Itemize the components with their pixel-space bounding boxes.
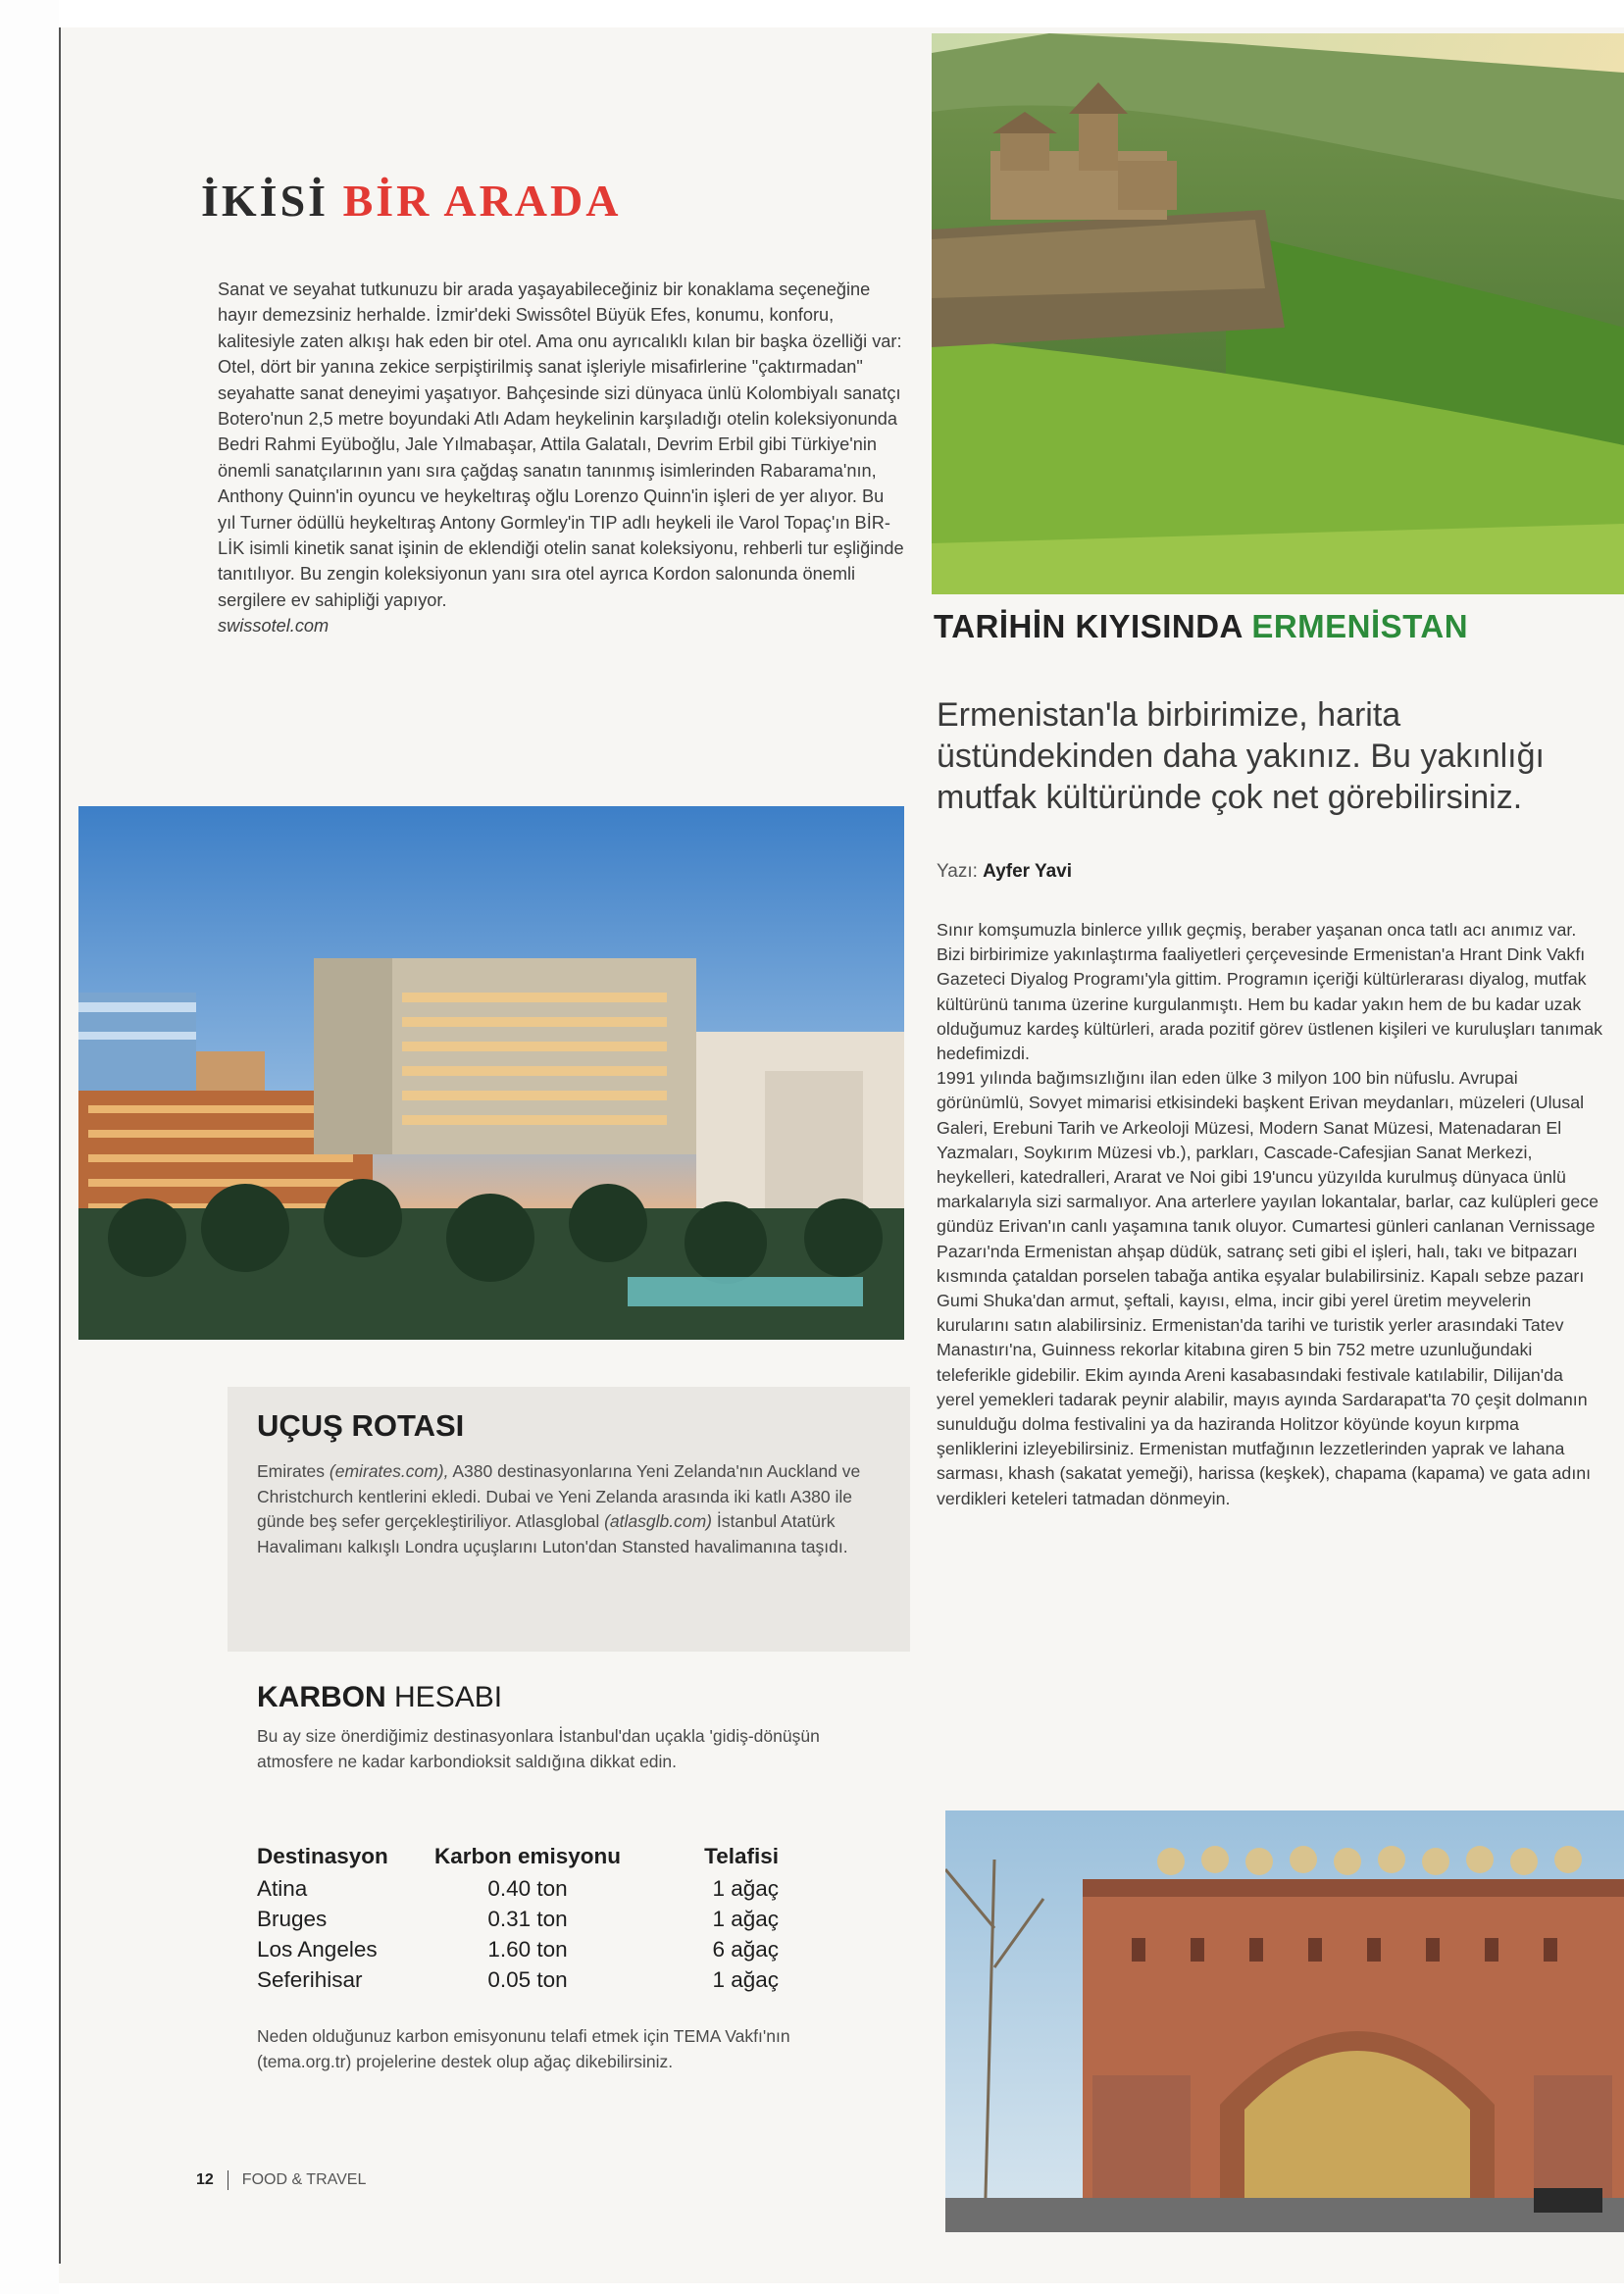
paragraph: Sınır komşumuzla binlerce yıllık geçmiş, beraber yaşanan onca tatlı acı anımız var. Bizi birbirimize yakınlaştırma faaliyetleri çerçevesinde Ermenistan'a Hrant Dink Vakfı Gazeteci Diyalog Programı'yla gittim. Programın içeriği kültürlerarası diyalog, mutfak kültürünü tanıma üzerine kurgulanmıştı. Hem bu kadar yakın hem de bu kadar uzak olduğumuz kardeş kültürleri, arada pozitif görev üstlenen kişileri ve kuruluşları tanımak hedefimizdi. [937,920,1602,1064]
header-offset: Telafisi [704,1844,779,1868]
route-text-2: A380 destinasyonlarına Yeni Zelanda'nın Auckland ve Christchurch kentlerini ekledi. Dubai ve Yeni Zelanda arasında iki katlı A380 ile günde beş sefer gerçekleştiriliyor. Atlasglobal [257,1461,861,1531]
offset-cell: 1 ağaç [712,1875,779,1901]
right-article-body [937,918,1603,1511]
right-title-part2: ERMENİSTAN [1251,608,1469,644]
left-article-body [218,277,904,639]
market-building-photo [945,1810,1624,2232]
offset-cell: 1 ağaç [712,1906,779,1931]
emirates-link[interactable]: (emirates.com), [329,1461,449,1481]
table-row [257,1964,779,1995]
emission-cell: 0.05 ton [487,1966,568,1992]
right-article-title [934,608,1468,645]
emission-cell: 0.31 ton [487,1906,568,1931]
carbon-title-rest: HESABI [394,1681,503,1713]
carbon-title-bold: KARBON [257,1681,386,1713]
carbon-note: Neden olduğunuz karbon emisyonunu telafi etmek için TEMA Vakfı'nın (tema.org.tr) projelerine destek olup ağaç dikebilirsiniz. [257,2026,790,2071]
carbon-intro: Bu ay size önerdiğimiz destinasyonlara İstanbul'dan uçakla 'gidiş-dönüşün atmosfere ne kadar karbondioksit saldığına dikkat edin. [257,1726,820,1771]
offset-cell: 6 ağaç [712,1936,779,1962]
destination-cell: Bruges [257,1906,328,1931]
table-row [257,1904,779,1934]
page-edge [0,0,59,2294]
left-article-url[interactable]: swissotel.com [218,616,330,637]
carbon-table-header [257,1840,779,1873]
flight-route-text [257,1459,894,1559]
flight-route-title: UÇUŞ ROTASI [257,1408,465,1443]
emission-cell: 1.60 ton [487,1936,568,1962]
paragraph: 1991 yılında bağımsızlığını ilan eden ülke 3 milyon 100 bin nüfuslu. Avrupai görünümlü, Sovyet mimarisi etkisindeki başkent Erivan meydanları, müzeleri (Ulusal Galeri, Erebuni Tarih ve Arkeoloji Müzesi, Modern Sanat Müzesi, Matenadaran El Yazmaları, Soykırım Müzesi vb.), parkları, Cascade-Cafesjian Sanat Merkezi, heykelleri, katedralleri, Ararat ve Noi gibi 19'uncu yüzyılda kurulmuş dünyaca ünlü markalarıyla sizi sarmalıyor. Ana arterlere yayılan lokantalar, barlar, caz kulüpleri gece gündüz Erivan'ın canlı yaşamına tanık oluyor. Cumartesi günleri canlanan Vernissage Pazarı'nda Ermenistan ahşap düdük, satranç seti gibi el işleri, halı, takı ve bitpazarı kısmında çataldan porselen tabağa antika eşyalar bulabilirsiniz. Kapalı sebze pazarı Gumi Shuka'dan armut, şeftali, kayısı, elma, incir gibi yerel üretim meyvelerin kurularını satın alabilirsiniz. Ermenistan'da tarihi ve turistik yerler arasındaki Tatev Manastırı'na, Guinness rekorlar kitabına giren 5 bin 752 metre uzunluğundaki teleferikle gidebilir. Ekim ayında Areni kasabasındaki festivale katılabilir, Dilijan'da yerel yemekleri tadarak peynir alabilir, mayıs ayında Sardarapat'ta 70 çeşit dolmanın sunulduğu dolma festivalini ya da haziranda Holitzor köyünde koyun kırpma şenliklerini izleyebilirsiniz. Ermenistan mutfağının lezzetlerinden yaprak ve lahana sarması, khash (sakatat yemeği), harissa (keşkek), chapama (kapama) ve gata adını verdikleri keteleri tatmadan dönmeyin. [937,1068,1599,1508]
destination-cell: Los Angeles [257,1936,378,1962]
page-gutter-line [59,27,61,2264]
offset-cell: 1 ağaç [712,1966,779,1992]
hotel-photo [78,806,904,1340]
emission-cell: 0.40 ton [487,1875,568,1901]
header-destination: Destinasyon [257,1844,388,1868]
page-footer [196,2170,366,2190]
table-row [257,1873,779,1904]
left-title-part2: BİR ARADA [342,176,622,226]
page-number: 12 [196,2171,214,2189]
destination-cell: Seferihisar [257,1966,363,1992]
carbon-table [257,1840,779,1995]
left-title-part1: İKİSİ [201,176,330,226]
armenia-monastery-photo [932,33,1624,594]
destination-cell: Atina [257,1875,308,1901]
magazine-name: FOOD & TRAVEL [241,2171,367,2189]
byline-label: Yazı: [937,861,978,882]
table-row [257,1934,779,1964]
right-title-part1: TARİHİN KIYISINDA [934,608,1243,644]
left-article-title [201,175,621,227]
left-article-text: Sanat ve seyahat tutkunuzu bir arada yaşayabileceğiniz bir konaklama seçeneğine hayır demezsiniz herhalde. İzmir'deki Swissôtel Büyük Efes, konumu, konforu, kalitesiyle zaten alkışı hak eden bir otel. Ama onu ayrıcalıklı kılan bir başka özelliği var: Otel, dört bir yanına zekice serpiştirilmiş sanat işleriyle misafirlerine "çaktırmadan" seyahatte sanat deneyimi yaşatıyor. Bahçesinde sizi dünyaca ünlü Kolombiyalı sanatçı Botero'nun 2,5 metre boyundaki Atlı Adam heykelinin karşıladığı otelin koleksiyonunda Bedri Rahmi Eyüboğlu, Jale Yılmabaşar, Attila Galatalı, Devrim Erbil gibi Türkiye'nin önemli sanatçılarının yanı sıra çağdaş sanatın tanınmış isimlerinden Rabarama'nın, Anthony Quinn'in oyuncu ve heykeltıraş oğlu Lorenzo Quinn'in işleri de yer alıyor. Bu yıl Turner ödüllü heykeltıraş Antony Gormley'in TIP adlı heykeli ile Varol Topaç'ın BİR-LİK isimli kinetik sanat işinin de eklendiği otelin sanat koleksiyonu, rehberli tur eşliğinde tanıtılıyor. Bu zengin koleksiyonun yanı sıra otel ayrıca Kordon salonunda önemli sergilere ev sahipliği yapıyor. [218,280,904,610]
route-text-3: İstanbul Atatürk Havalimanı kalkışlı Londra uçuşlarını Luton'dan Stansted havalimanına taşıdı. [257,1511,848,1556]
byline [937,861,1072,883]
atlasglobal-link[interactable]: (atlasglb.com) [604,1511,713,1531]
header-emission: Karbon emisyonu [433,1844,622,1868]
route-text-1: Emirates [257,1461,326,1481]
author-name: Ayfer Yavi [983,861,1073,882]
carbon-title [257,1681,502,1714]
right-article-deck: Ermenistan'la birbirimize, harita üstündekinden daha yakınız. Bu yakınlığı mutfak kültüründe çok net görebilirsiniz. [937,696,1545,816]
